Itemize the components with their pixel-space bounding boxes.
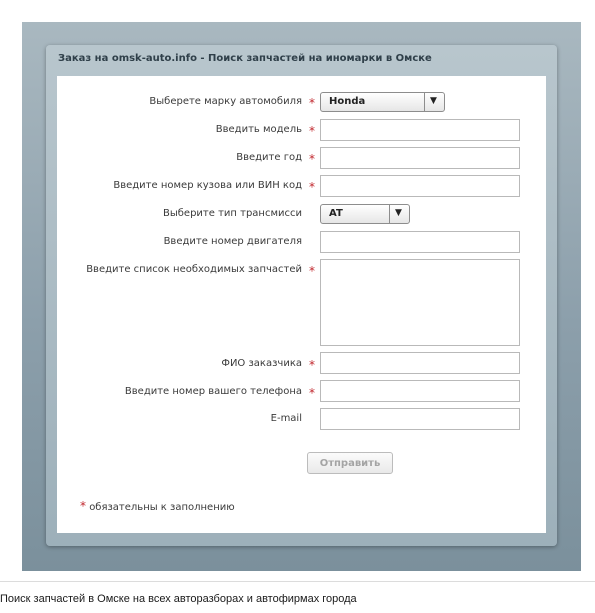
model-required-icon: * xyxy=(309,124,315,138)
required-footnote xyxy=(80,499,235,513)
email-input[interactable] xyxy=(320,408,520,430)
name-required-icon: * xyxy=(309,358,315,372)
brand-select[interactable] xyxy=(320,92,445,112)
required-star-icon: * xyxy=(80,499,86,513)
model-label: Введить модель xyxy=(215,124,302,135)
phone-label: Введите номер вашего телефона xyxy=(124,386,302,397)
required-footnote-text: обязательны к заполнению xyxy=(89,502,235,513)
phone-required-icon: * xyxy=(309,386,315,400)
brand-required-icon: * xyxy=(309,96,315,110)
engine-label: Введите номер двигателя xyxy=(163,236,302,247)
model-input[interactable] xyxy=(320,119,520,141)
email-label: E-mail xyxy=(270,413,302,424)
transmission-select[interactable] xyxy=(320,204,410,224)
vin-required-icon: * xyxy=(309,180,315,194)
name-input[interactable] xyxy=(320,352,520,374)
top-band xyxy=(0,0,595,6)
caption: Поиск запчастей в Омске на всех авторазборах и автофирмах города xyxy=(0,593,357,605)
transmission-select-value: AT xyxy=(329,208,343,219)
year-label: Введите год xyxy=(236,152,302,163)
brand-select-value: Honda xyxy=(329,96,366,107)
parts-textarea[interactable] xyxy=(320,259,520,346)
year-required-icon: * xyxy=(309,152,315,166)
chevron-down-icon: ▼ xyxy=(395,208,402,218)
name-label: ФИО заказчика xyxy=(221,358,302,369)
transmission-dropdown-toggle[interactable] xyxy=(389,205,409,223)
brand-dropdown-toggle[interactable] xyxy=(424,93,444,111)
submit-button[interactable]: Отправить xyxy=(307,452,393,474)
transmission-label: Выберите тип трансмисси xyxy=(163,208,302,219)
year-input[interactable] xyxy=(320,147,520,169)
vin-label: Введите номер кузова или ВИН код xyxy=(113,180,302,191)
separator xyxy=(0,581,595,582)
phone-input[interactable] xyxy=(320,380,520,402)
parts-label: Введите список необходимых запчастей xyxy=(86,264,302,275)
parts-required-icon: * xyxy=(309,264,315,278)
panel-title: Заказ на omsk-auto.info - Поиск запчастей на иномарки в Омске xyxy=(58,53,432,64)
brand-label: Выберете марку автомобиля xyxy=(149,96,302,107)
chevron-down-icon: ▼ xyxy=(430,96,437,106)
engine-input[interactable] xyxy=(320,231,520,253)
vin-input[interactable] xyxy=(320,175,520,197)
